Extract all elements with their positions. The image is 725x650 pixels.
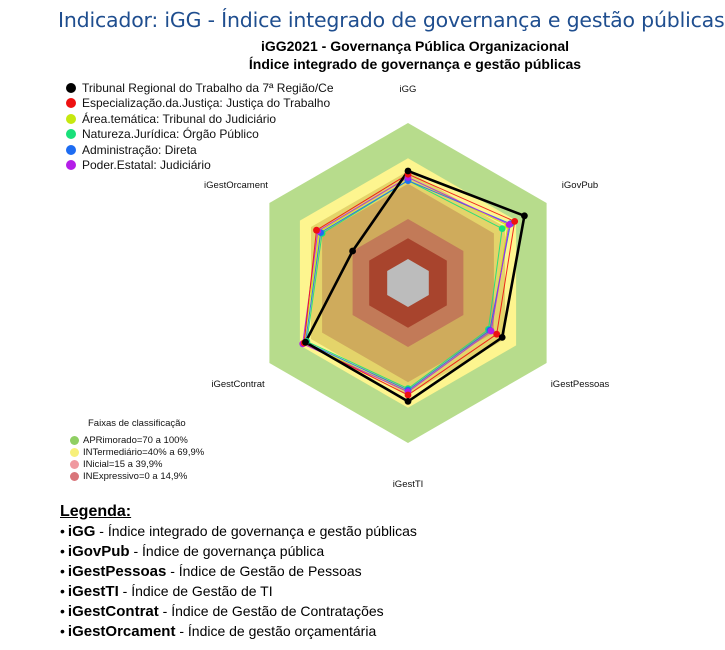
glossary-item [60, 563, 417, 583]
classification-legend [70, 418, 204, 482]
series-point [313, 227, 320, 234]
series-point [302, 339, 309, 346]
glossary-item [60, 583, 417, 603]
legend-label: Área.temática: Tribunal do Judiciário [82, 111, 277, 126]
glossary-desc: - Índice integrado de governança e gestão públicas [95, 523, 417, 539]
legend-label: Poder.Estatal: Judiciário [82, 158, 211, 173]
legend-entry [66, 96, 334, 112]
series-point [349, 248, 356, 255]
classification-label: APRimorado=70 a 100% [83, 434, 188, 446]
series-point [405, 392, 412, 399]
series-point [521, 212, 528, 219]
legend-marker [66, 114, 76, 124]
classification-label: INicial=15 a 39,9% [83, 458, 163, 470]
glossary-desc: - Índice de Gestão de Contratações [158, 603, 384, 619]
glossary [60, 503, 417, 643]
bullet: • [60, 543, 65, 559]
legend-marker [66, 83, 76, 93]
glossary-desc: - Índice de Gestão de Pessoas [166, 563, 362, 579]
chart-title: iGG2021 - Governança Pública Organizacional [260, 38, 570, 54]
glossary-item [60, 603, 417, 623]
glossary-item [60, 623, 417, 643]
series-point [499, 334, 506, 341]
classification-marker [70, 448, 79, 457]
legend-label: Natureza.Jurídica: Órgão Público [82, 127, 259, 142]
legend-marker [66, 160, 76, 170]
axis-label: iGestContrat [211, 379, 265, 390]
classification-item [70, 434, 204, 446]
classification-item [70, 446, 204, 458]
legend-entry [66, 158, 334, 174]
classification-marker [70, 472, 79, 481]
series-point [405, 398, 412, 405]
glossary-item [60, 543, 417, 563]
indicator-title: Indicador: iGG - Índice integrado de governança e gestão públicas [58, 8, 725, 32]
classification-marker [70, 460, 79, 469]
series-legend [66, 80, 334, 173]
classification-label: INTermediário=40% a 69,9% [83, 446, 205, 458]
glossary-abbr: iGestTI [67, 583, 119, 600]
axis-label: iGestOrcament [204, 180, 268, 191]
legend-label: Administração: Direta [82, 142, 197, 157]
bullet: • [60, 523, 65, 539]
glossary-item [60, 523, 417, 543]
bullet: • [60, 583, 65, 599]
bullet: • [60, 563, 65, 579]
series-point [511, 218, 518, 225]
glossary-abbr: iGestOrcament [67, 623, 176, 640]
chart-subtitle: Índice integrado de governança e gestão públicas [248, 56, 582, 72]
glossary-abbr: iGovPub [67, 543, 130, 560]
glossary-desc: - Índice de governança pública [129, 543, 325, 559]
legend-marker [66, 145, 76, 155]
legend-marker [66, 129, 76, 139]
glossary-abbr: iGG [67, 523, 96, 540]
classification-marker [70, 436, 79, 445]
bullet: • [60, 623, 65, 639]
legend-label: Tribunal Regional do Trabalho da 7ª Região/Ce [82, 80, 334, 95]
classification-item [70, 458, 204, 470]
axis-label: iGG [399, 84, 417, 95]
glossary-desc: - Índice de Gestão de TI [118, 583, 273, 599]
legend-entry [66, 111, 334, 127]
series-point [405, 168, 412, 175]
legend-entry [66, 142, 334, 158]
glossary-heading: Legenda: [60, 503, 132, 520]
axis-label: iGestTI [392, 479, 424, 490]
classification-title: Faixas de classificação [88, 418, 186, 429]
axis-label: iGovPub [561, 180, 599, 191]
classification-label: INExpressivo=0 a 14,9% [83, 470, 188, 482]
glossary-desc: - Índice de gestão orçamentária [175, 623, 377, 639]
glossary-abbr: iGestContrat [67, 603, 159, 620]
classification-item [70, 470, 204, 482]
legend-marker [66, 98, 76, 108]
legend-entry [66, 80, 334, 96]
glossary-abbr: iGestPessoas [67, 563, 167, 580]
axis-label: iGestPessoas [550, 379, 610, 390]
legend-label: Especialização.da.Justiça: Justiça do Trabalho [82, 96, 331, 111]
bullet: • [60, 603, 65, 619]
legend-entry [66, 127, 334, 143]
